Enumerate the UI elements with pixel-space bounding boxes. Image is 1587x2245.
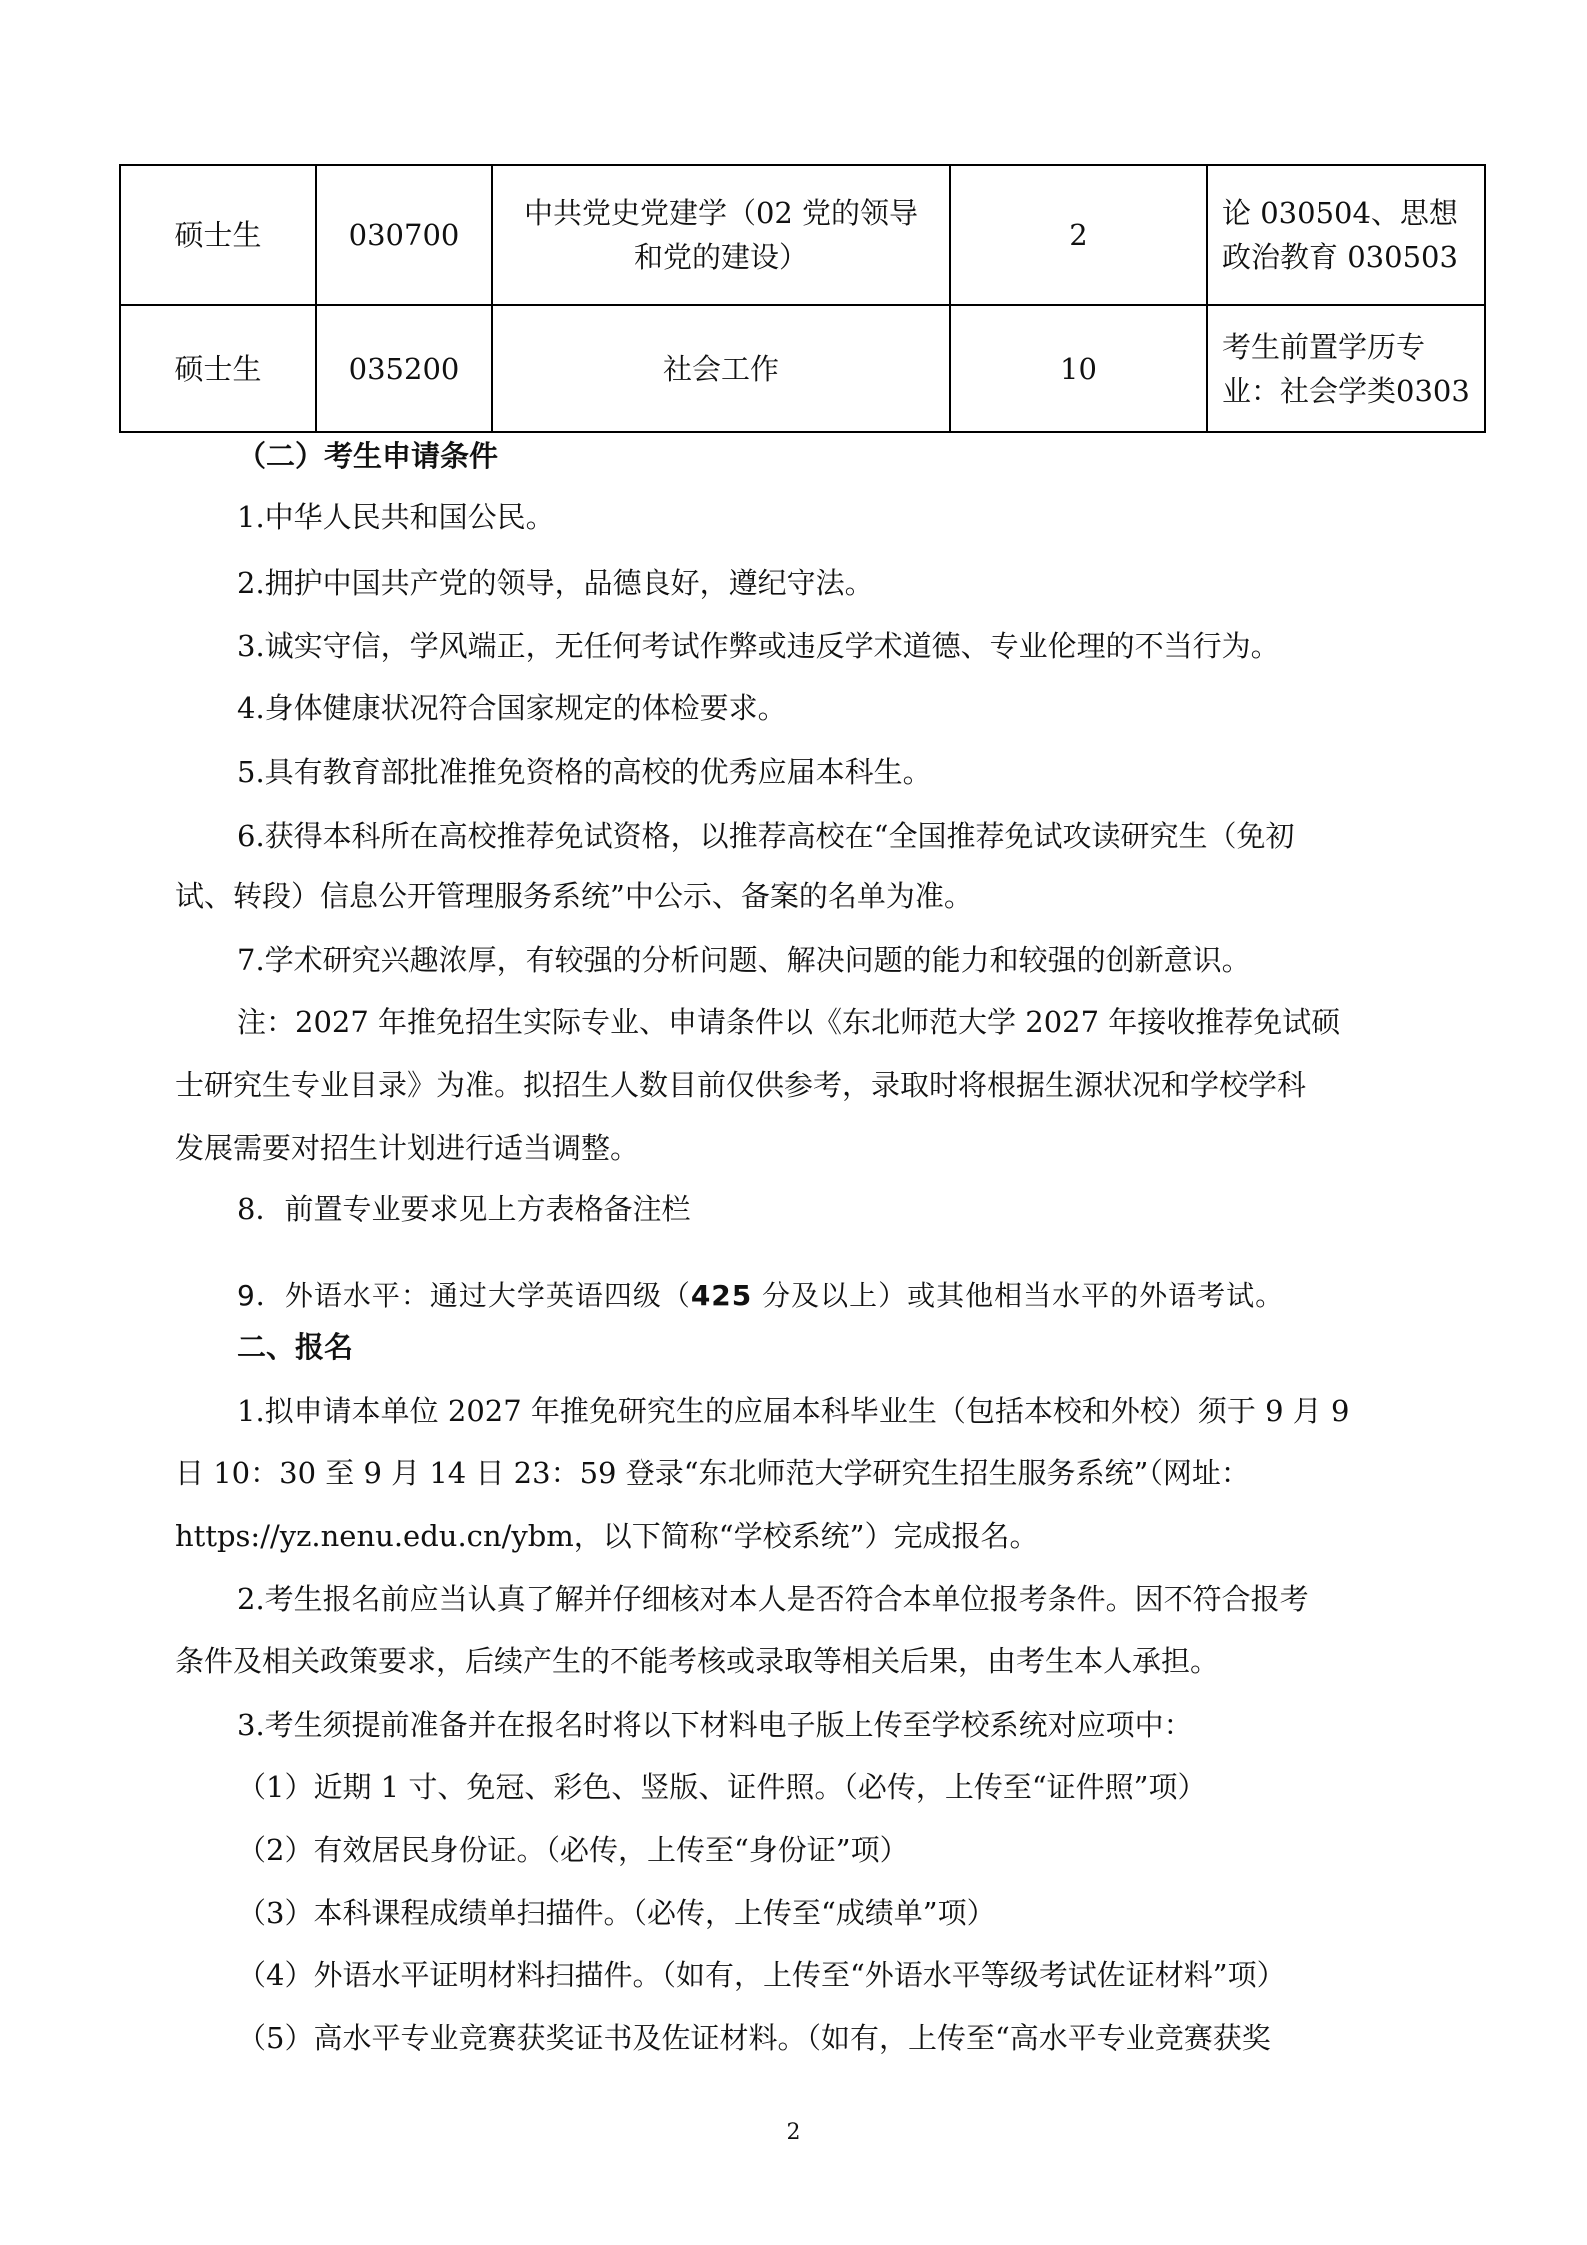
note-line: 发展需要对招生计划进行适当调整。 bbox=[175, 1131, 640, 1165]
major-name-cell bbox=[492, 165, 950, 305]
registration-line: 1.拟申请本单位 2027 年推免研究生的应届本科毕业生（包括本校和外校）须于 9 月 9 bbox=[237, 1394, 1350, 1428]
registration-line: 日 10：30 至 9 月 14 日 23：59 登录“东北师范大学研究生招生服务系统”（网址： bbox=[175, 1456, 1250, 1490]
condition-item: 3.诚实守信，学风端正，无任何考试作弊或违反学术道德、专业伦理的不当行为。 bbox=[237, 629, 1280, 663]
majors-table bbox=[119, 164, 1486, 433]
condition-item: 2.拥护中国共产党的领导，品德良好，遵纪守法。 bbox=[237, 566, 874, 600]
table-row bbox=[120, 165, 1485, 305]
remark-line: 业：社会学类0303 bbox=[1222, 373, 1470, 408]
material-item: （5）高水平专业竞赛获奖证书及佐证材料。（如有，上传至“高水平专业竞赛获奖 bbox=[237, 2021, 1271, 2055]
note-line: 注：2027 年推免招生实际专业、申请条件以《东北师范大学 2027 年接收推荐免试硕 bbox=[237, 1005, 1341, 1039]
count-cell: 10 bbox=[950, 305, 1207, 432]
condition-item-cont: 试、转段）信息公开管理服务系统”中公示、备案的名单为准。 bbox=[175, 879, 973, 913]
page-number: 2 bbox=[786, 2120, 801, 2145]
condition-item: 1.中华人民共和国公民。 bbox=[237, 500, 555, 534]
condition-item: 4.身体健康状况符合国家规定的体检要求。 bbox=[237, 691, 787, 725]
condition-item-language bbox=[237, 1276, 1284, 1316]
language-text: 9．外语水平：通过大学英语四级（ bbox=[237, 1279, 691, 1312]
condition-item: 5.具有教育部批准推免资格的高校的优秀应届本科生。 bbox=[237, 755, 932, 789]
code-cell: 035200 bbox=[316, 305, 492, 432]
condition-item: 8．前置专业要求见上方表格备注栏 bbox=[237, 1192, 691, 1226]
major-name-cell bbox=[492, 305, 950, 432]
major-name-line: 社会工作 bbox=[662, 351, 779, 386]
material-item: （4）外语水平证明材料扫描件。（如有，上传至“外语水平等级考试佐证材料”项） bbox=[237, 1958, 1286, 1992]
registration-line: 条件及相关政策要求，后续产生的不能考核或录取等相关后果，由考生本人承担。 bbox=[175, 1644, 1220, 1678]
registration-line: 3.考生须提前准备并在报名时将以下材料电子版上传至学校系统对应项中： bbox=[237, 1708, 1193, 1742]
material-item: （1）近期 1 寸、免冠、彩色、竖版、证件照。（必传，上传至“证件照”项） bbox=[237, 1770, 1207, 1804]
language-score: 425 bbox=[690, 1279, 753, 1312]
material-item: （3）本科课程成绩单扫描件。（必传，上传至“成绩单”项） bbox=[237, 1896, 996, 1930]
code-cell: 030700 bbox=[316, 165, 492, 305]
major-name-line: 中共党史党建学（02 党的领导 bbox=[523, 196, 919, 230]
condition-item: 7.学术研究兴趣浓厚，有较强的分析问题、解决问题的能力和较强的创新意识。 bbox=[237, 943, 1251, 977]
remark-line: 考生前置学历专 bbox=[1222, 329, 1426, 364]
material-item: （2）有效居民身份证。（必传，上传至“身份证”项） bbox=[237, 1833, 909, 1867]
section-heading-registration: 二、报名 bbox=[237, 1330, 354, 1364]
condition-item: 6.获得本科所在高校推荐免试资格，以推荐高校在“全国推荐免试攻读研究生（免初 bbox=[237, 819, 1295, 853]
remark-cell bbox=[1207, 165, 1485, 305]
note-line: 士研究生专业目录》为准。拟招生人数目前仅供参考，录取时将根据生源状况和学校学科 bbox=[175, 1068, 1307, 1102]
language-text: 分及以上）或其他相当水平的外语考试。 bbox=[752, 1279, 1285, 1312]
degree-cell: 硕士生 bbox=[120, 305, 316, 432]
degree-cell: 硕士生 bbox=[120, 165, 316, 305]
remark-line: 政治教育 030503 bbox=[1222, 240, 1458, 274]
remark-cell bbox=[1207, 305, 1485, 432]
major-name-line: 和党的建设） bbox=[633, 240, 808, 274]
registration-line: 2.考生报名前应当认真了解并仔细核对本人是否符合本单位报考条件。因不符合报考 bbox=[237, 1582, 1309, 1616]
registration-line: https://yz.nenu.edu.cn/ybm，以下简称“学校系统”）完成报名。 bbox=[175, 1519, 1039, 1553]
table-row bbox=[120, 305, 1485, 432]
count-cell: 2 bbox=[950, 165, 1207, 305]
section-heading-conditions: （二）考生申请条件 bbox=[237, 439, 499, 473]
remark-line: 论 030504、思想 bbox=[1222, 196, 1458, 230]
